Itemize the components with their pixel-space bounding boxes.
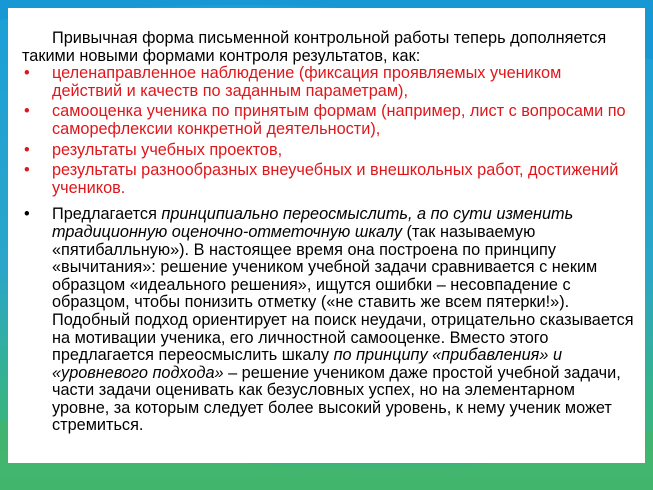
slide-content-panel [8,8,645,463]
list-item-text-part: Предлагается [52,205,162,224]
list-item-text: целенаправленное наблюдение (фиксация проявляемых учеником действий и качеств по заданным параметрам), [52,64,562,100]
list-item-italic-text: по принципу «прибавления» и «уровневого подхода» [52,346,562,382]
list-item-text-part: (так называемую «пятибалльную»). В настоящее время она построена по принципу «вычитания»: решение учеником учебной задачи сравнивается с неким образцом «идеального решения», ищутся ошибки – несовпадение с образцом, чтобы понизить отметку («не ставить же всем пятерки!»). Подобный подход ориентирует на поиск неудачи, отрицательно сказывается на мотивации ученика, его личностной самооценке. Вместо этого предлагается переосмыслить шкалу [52,222,634,365]
list-item [22,206,634,435]
slide-text-body [22,30,634,438]
bullet-list [22,65,634,435]
bullet-marker: • [24,140,30,159]
bullet-marker: • [24,161,30,180]
list-item [22,65,634,100]
intro-paragraph: Привычная форма письменной контрольной работы теперь дополняется такими новыми формами контроля результатов, как: [22,29,607,65]
list-item-text: результаты учебных проектов, [52,140,283,159]
list-item [22,103,634,138]
list-item-text-part: – решение учеником даже простой учебной задачи, части задачи оценивать как безусловных успех, но на элементарном уровне, за которым следует более высокий уровень, к нему ученик может стремиться. [52,363,621,435]
bullet-marker: • [24,64,30,83]
bullet-marker: • [24,102,30,121]
bullet-marker: • [24,205,30,224]
list-item [22,162,634,197]
list-item [22,142,634,160]
list-item-text: самооценка ученика по принятым формам (например, лист с вопросами по саморефлексии конкретной деятельности), [52,102,626,138]
list-item-italic-text: принципиально переосмыслить, а по сути изменить традиционную оценочно-отметочную шкалу [52,205,574,241]
list-item-text: результаты разнообразных внеучебных и внешкольных работ, достижений учеников. [52,161,619,197]
